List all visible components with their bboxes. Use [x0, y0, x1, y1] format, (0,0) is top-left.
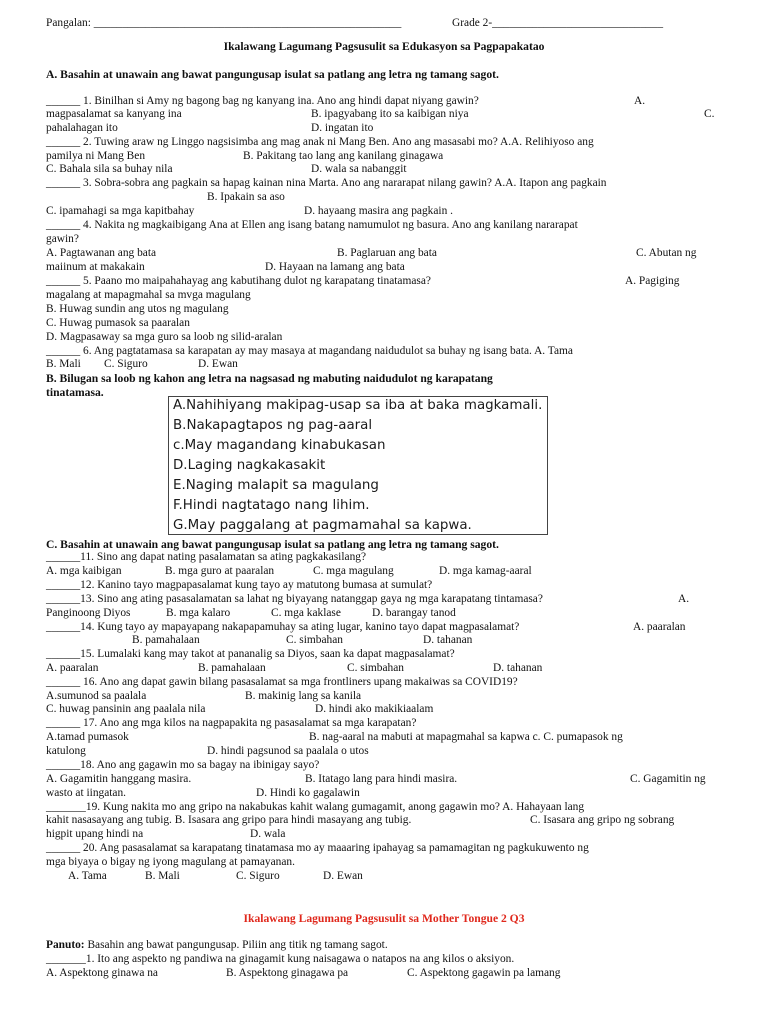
name-field: Pangalan: ______________________________________________________	[46, 17, 402, 29]
q11-option-d: D. mga kamag-aaral	[439, 565, 532, 577]
q5-option-a-cont: magalang at mapagmahal sa mvga magulang	[46, 289, 251, 301]
q5-option-c: C. Huwag pumasok sa paaralan	[46, 317, 190, 329]
q15-option-d: D. tahanan	[493, 662, 543, 674]
q11-option-a: A. mga kaibigan	[46, 565, 122, 577]
q17-option-a: A.tamad pumasok	[46, 731, 129, 743]
q3-option-c: C. ipamahagi sa mga kapitbahay	[46, 205, 195, 217]
box-choice-e[interactable]: E.Naging malapit sa magulang	[173, 478, 379, 493]
question-20-cont: mga biyaya o bigay ng iyong magulang at pamayanan.	[46, 856, 295, 868]
grade-field: Grade 2-______________________________	[452, 17, 664, 29]
q20-option-b: B. Mali	[145, 870, 180, 882]
q18-option-d: D. Hindi ko gagalawin	[256, 787, 360, 799]
q6-option-c: C. Siguro	[104, 358, 148, 370]
q4-option-d: D. Hayaan na lamang ang bata	[265, 261, 405, 273]
mt-q1-option-a: A. Aspektong ginawa na	[46, 967, 158, 979]
question-19: _______19. Kung nakita mo ang gripo na nakabukas kahit walang gumagamit, anong gagawin mo? A. Hahayaan lang	[46, 801, 585, 813]
q3-option-d: D. hayaang masira ang pagkain .	[304, 205, 453, 217]
q19-options-ab: kahit nasasayang ang tubig. B. Isasara ang gripo para hindi masayang ang tubig.	[46, 814, 412, 826]
q2-option-d: D. wala sa nabanggit	[311, 163, 407, 175]
q14-option-c: C. simbahan	[286, 634, 343, 646]
question-5: ______ 5. Paano mo maipahahayag ang kabutihang dulot ng karapatang tinatamasa?	[46, 275, 431, 287]
q13-option-a-letter: A.	[678, 593, 690, 605]
box-choice-c[interactable]: c.May magandang kinabukasan	[173, 438, 386, 453]
q11-option-c: C. mga magulang	[313, 565, 394, 577]
q5-option-a: A. Pagiging	[625, 275, 680, 287]
question-17: ______ 17. Ano ang mga kilos na nagpapakita ng pasasalamat sa mga karapatan?	[46, 717, 417, 729]
question-16: ______ 16. Ano ang dapat gawin bilang pasasalamat sa mga frontliners upang makaiwas sa COVID19?	[46, 676, 518, 688]
q13-option-c: C. mga kaklase	[271, 607, 341, 619]
question-4-cont: gawin?	[46, 233, 79, 245]
q20-option-c: C. Siguro	[236, 870, 280, 882]
section-a-heading: A. Basahin at unawain ang bawat pangungusap isulat sa patlang ang letra ng tamang sagot.	[46, 68, 499, 81]
q19-option-c: C. Isasara ang gripo ng sobrang	[530, 814, 675, 826]
q14-option-d: D. tahanan	[423, 634, 473, 646]
mother-tongue-title: Ikalawang Lagumang Pagsusulit sa Mother Tongue 2 Q3	[243, 912, 525, 925]
q11-option-b: B. mga guro at paaralan	[165, 565, 275, 577]
q2-option-b: B. Pakitang tao lang ang kanilang ginagawa	[243, 150, 444, 162]
mt-q1-option-b: B. Aspektong ginagawa pa	[226, 967, 349, 979]
panuto-line	[46, 939, 388, 951]
question-6: ______ 6. Ang pagtatamasa sa karapatan ay may masaya at magandang naidudulot sa buhay ng isang bata. A. Tama	[46, 345, 573, 357]
question-14: ______14. Kung tayo ay mapayapang nakapapamuhay sa ating lugar, kanino tayo dapat magpasalamat?	[46, 621, 520, 633]
q16-option-b: B. makinig lang sa kanila	[245, 690, 362, 702]
question-11: ______11. Sino ang dapat nating pasalamatan sa ating pagkakasilang?	[46, 551, 367, 563]
q4-option-c-cont: maiinum at makakain	[46, 261, 145, 273]
q3-option-b: B. Ipakain sa aso	[207, 191, 285, 203]
q5-option-b: B. Huwag sundin ang utos ng magulang	[46, 303, 229, 315]
choices-box	[168, 396, 548, 535]
q1-option-d: D. ingatan ito	[311, 122, 374, 134]
question-13: ______13. Sino ang ating pasasalamatan sa lahat ng biyayang natanggap gaya ng mga karapatang tintamasa?	[46, 593, 543, 605]
q14-option-a: A. paaralan	[633, 621, 686, 633]
box-choice-a[interactable]: A.Nahihiyang makipag-usap sa iba at baka magkamali.	[173, 398, 543, 413]
q14-option-b: B. pamahalaan	[132, 634, 200, 646]
q6-option-d: D. Ewan	[198, 358, 238, 370]
question-3: ______ 3. Sobra-sobra ang pagkain sa hapag kainan nina Marta. Ano ang nararapat nilang gawin? A.A. Itapon ang pagkain	[46, 177, 607, 189]
section-b-heading: B. Bilugan sa loob ng kahon ang letra na nagsasad ng mabuting naidudulot ng karapatang	[46, 372, 493, 385]
q15-option-a: A. paaralan	[46, 662, 99, 674]
q17-option-c-cont: katulong	[46, 745, 86, 757]
section-c-heading: C. Basahin at unawain ang bawat pangungusap isulat sa patlang ang letra ng tamang sagot.	[46, 538, 499, 551]
mt-q1-option-c: C. Aspektong gagawin pa lamang	[407, 967, 561, 979]
question-18: ______18. Ano ang gagawin mo sa bagay na ibinigay sayo?	[46, 759, 320, 771]
q19-option-c-cont: higpit upang hindi na	[46, 828, 144, 840]
q6-option-b: B. Mali	[46, 358, 81, 370]
q16-option-c: C. huwag pansinin ang paalala nila	[46, 703, 206, 715]
box-choice-f[interactable]: F.Hindi nagtatago nang lihim.	[173, 498, 370, 513]
question-1: ______ 1. Binilhan si Amy ng bagong bag ng kanyang ina. Ano ang hindi dapat niyang gawin?	[46, 95, 479, 107]
question-15: ______15. Lumalaki kang may takot at pananalig sa Diyos, saan ka dapat magpasalamat?	[46, 648, 455, 660]
q4-option-a: A. Pagtawanan ang bata	[46, 247, 157, 259]
question-4: ______ 4. Nakita ng magkaibigang Ana at Ellen ang isang batang namumulot ng basura. Ano ang kanilang nararapat	[46, 219, 578, 231]
q19-option-d: D. wala	[250, 828, 286, 840]
section-b-heading-cont: tinatamasa.	[46, 386, 104, 399]
q2-option-c: C. Bahala sila sa buhay nila	[46, 163, 173, 175]
question-12: ______12. Kanino tayo magpapasalamat kung tayo ay matutong bumasa at sumulat?	[46, 579, 433, 591]
box-choice-g[interactable]: G.May paggalang at pagmamahal sa kapwa.	[173, 518, 472, 533]
q1-option-a: magpasalamat sa kanyang ina	[46, 108, 182, 120]
q20-option-d: D. Ewan	[323, 870, 363, 882]
q1-option-c: pahalahagan ito	[46, 122, 118, 134]
panuto-label: Panuto:	[46, 939, 85, 951]
q5-option-d: D. Magpasaway sa mga guro sa loob ng silid-aralan	[46, 331, 283, 343]
q1-option-b: B. ipagyabang ito sa kaibigan niya	[311, 108, 469, 120]
q13-option-a: Panginoong Diyos	[46, 607, 131, 619]
q2-option-a: pamilya ni Mang Ben	[46, 150, 146, 162]
q13-option-b: B. mga kalaro	[166, 607, 231, 619]
q15-option-c: C. simbahan	[347, 662, 404, 674]
q18-option-b: B. Itatago lang para hindi masira.	[305, 773, 458, 785]
mt-question-1: _______1. Ito ang aspekto ng pandiwa na ginagamit kung naisagawa o natapos na ang kilos o aksiyon.	[46, 953, 515, 965]
q1-option-c-letter: C.	[704, 108, 715, 120]
q20-option-a: A. Tama	[68, 870, 107, 882]
box-choice-d[interactable]: D.Laging nagkakasakit	[173, 458, 326, 473]
q17-option-d: D. hindi pagsunod sa paalala o utos	[207, 745, 369, 757]
q18-option-c-cont: wasto at iingatan.	[46, 787, 127, 799]
q1-option-a-letter: A.	[634, 95, 646, 107]
q18-option-a: A. Gagamitin hanggang masira.	[46, 773, 192, 785]
q18-option-c: C. Gagamitin ng	[630, 773, 706, 785]
q13-option-d: D. barangay tanod	[372, 607, 456, 619]
panuto-text: Basahin ang bawat pangungusap. Piliin ang titik ng tamang sagot.	[84, 939, 388, 951]
question-20: ______ 20. Ang pasasalamat sa karapatang tinatamasa mo ay maaaring ipahayag sa pamamagitan ng pagkukuwento ng	[46, 842, 589, 854]
q4-option-c: C. Abutan ng	[636, 247, 697, 259]
box-choice-b[interactable]: B.Nakapagtapos ng pag-aaral	[173, 418, 373, 433]
q4-option-b: B. Paglaruan ang bata	[337, 247, 437, 259]
exam-title: Ikalawang Lagumang Pagsusulit sa Edukasyon sa Pagpapakatao	[223, 40, 545, 53]
q16-option-d: D. hindi ako makikiaalam	[315, 703, 434, 715]
q17-option-b: B. nag-aaral na mabuti at mapagmahal sa kapwa c. C. pumapasok ng	[309, 731, 623, 743]
question-2: ______ 2. Tuwing araw ng Linggo nagsisimba ang mag anak ni Mang Ben. Ano ang masasabi mo? A.A. Relihiyoso ang	[46, 136, 594, 148]
q15-option-b: B. pamahalaan	[198, 662, 266, 674]
q16-option-a: A.sumunod sa paalala	[46, 690, 147, 702]
